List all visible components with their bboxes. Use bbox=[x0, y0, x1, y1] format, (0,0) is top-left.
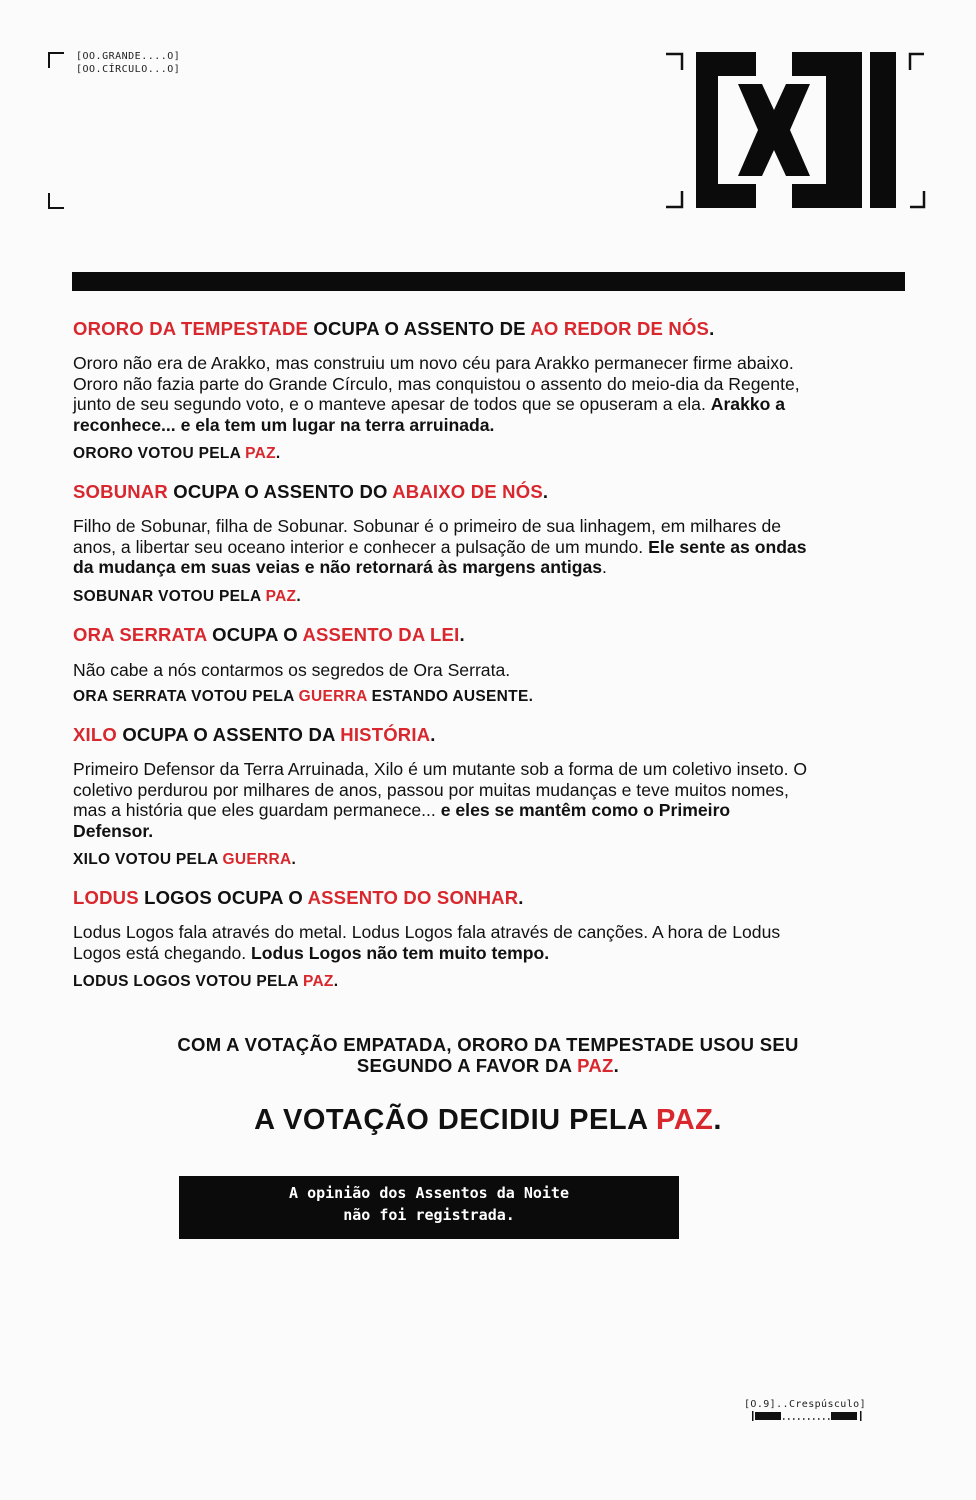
corner-bracket-bottom-left bbox=[48, 193, 64, 209]
vote-line: XILO VOTOU PELA GUERRA. bbox=[73, 851, 297, 868]
seat-section-ora-serrata bbox=[73, 624, 813, 707]
section-body: Primeiro Defensor da Terra Arruinada, Xilo é um mutante sob a forma de um coletivo inseto. O coletivo perdurou por milhares de anos, passou por muitas mudanças e teve muitos nomes, mas a história que eles guardam permanece... e eles se mantêm como o Primeiro Defensor. bbox=[73, 759, 808, 841]
header-code bbox=[76, 50, 180, 76]
vote-line: SOBUNAR VOTOU PELA PAZ. bbox=[73, 587, 301, 605]
vote-line: ORA SERRATA VOTOU PELA GUERRA ESTANDO AUSENTE. bbox=[73, 688, 534, 705]
vote-line: LODUS LOGOS VOTOU PELA PAZ. bbox=[73, 973, 339, 990]
section-body: Filho de Sobunar, filha de Sobunar. Sobunar é o primeiro de sua linhagem, em milhares de anos, a libertar seu oceano interior e conhecer a pulsação de um mundo. Ele sente as ondas da mudança em suas veias e não retornará às margens antigas. bbox=[73, 516, 807, 577]
footer-progress-bar bbox=[752, 1411, 862, 1421]
section-title: ORORO DA TEMPESTADE OCUPA O ASSENTO DE AO REDOR DE NÓS. bbox=[73, 318, 715, 339]
seat-section-lodus-logos bbox=[73, 887, 813, 991]
tie-break-statement bbox=[73, 1034, 903, 1076]
section-body: Não cabe a nós contarmos os segredos de Ora Serrata. bbox=[73, 659, 511, 680]
final-decision: A VOTAÇÃO DECIDIU PELA PAZ. bbox=[254, 1104, 722, 1136]
section-title: SOBUNAR OCUPA O ASSENTO DO ABAIXO DE NÓS. bbox=[73, 481, 549, 502]
header-rule bbox=[72, 272, 905, 291]
night-note-line-2: não foi registrada. bbox=[343, 1206, 515, 1224]
seat-section-xilo bbox=[73, 724, 813, 869]
corner-bracket-top-left bbox=[48, 52, 64, 68]
seat-section-ororo bbox=[73, 318, 813, 463]
header-code-line-1: [OO.GRANDE....O] bbox=[76, 51, 181, 62]
conclusion-line-2: SEGUNDO A FAVOR DA PAZ. bbox=[356, 1055, 620, 1076]
night-note-line-1: A opinião dos Assentos da Noite bbox=[289, 1184, 569, 1202]
section-body: Ororo não era de Arakko, mas construiu um novo céu para Arakko permanecer firme abaixo. Ororo não fazia parte do Grande Círculo, mas conquistou o assento do meio-dia da Regente, junto de seu segundo voto, e o manteve apesar de todos que se opuseram a ela. Arakko a reconhece... e ela tem um lugar na terra arruinada. bbox=[73, 353, 800, 435]
conclusion-line-1: COM A VOTAÇÃO EMPATADA, ORORO DA TEMPESTADE USOU SEU bbox=[177, 1034, 799, 1055]
x-gate-logo bbox=[666, 52, 926, 210]
header-code-line-2: [OO.CÍRCULO...O] bbox=[76, 64, 181, 75]
council-votes bbox=[73, 318, 813, 991]
section-title: LODUS LOGOS OCUPA O ASSENTO DO SONHAR. bbox=[73, 887, 524, 908]
section-title: ORA SERRATA OCUPA O ASSENTO DA LEI. bbox=[73, 623, 465, 645]
footer-code: [O.9]..Crespúsculo] bbox=[744, 1399, 866, 1410]
vote-line: ORORO VOTOU PELA PAZ. bbox=[73, 445, 281, 462]
section-title: XILO OCUPA O ASSENTO DA HISTÓRIA. bbox=[73, 724, 436, 745]
night-seats-note bbox=[179, 1176, 679, 1239]
seat-section-sobunar bbox=[73, 481, 813, 606]
section-body: Lodus Logos fala através do metal. Lodus Logos fala através de canções. A hora de Lodus Logos está chegando. Lodus Logos não tem muito tempo. bbox=[73, 922, 781, 963]
